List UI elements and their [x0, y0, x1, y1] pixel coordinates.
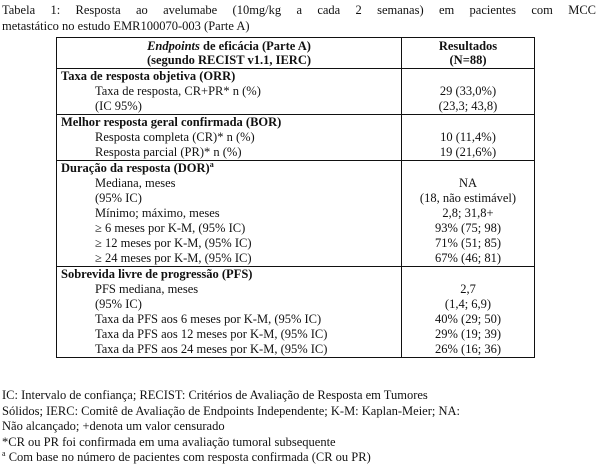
table-row: [57, 206, 535, 221]
row-label: ≥ 6 meses por K-M, (95% IC): [57, 221, 402, 236]
row-label: ≥ 24 meses por K-M, (95% IC): [57, 251, 402, 267]
caption-line-1: Tabela 1: Resposta ao avelumabe (10mg/kg a cada 2 semanas) em pacientes com MCC: [2, 3, 596, 17]
row-label: Mediana, meses: [57, 176, 402, 191]
table-row: [57, 221, 535, 236]
section-row-bor: [57, 115, 535, 131]
row-label: (95% IC): [57, 191, 402, 206]
header-endpoints-rest: de eficácia (Parte A): [199, 39, 311, 53]
row-value: 10 (11,4%): [402, 130, 535, 145]
footnote-line-3: Não alcançado; +denota um valor censurado: [2, 419, 225, 433]
row-value: 67% (46; 81): [402, 251, 535, 267]
table-row: [57, 176, 535, 191]
table-row: [57, 327, 535, 342]
row-value: 2,8; 31,8+: [402, 206, 535, 221]
row-label: Taxa da PFS aos 24 meses por K-M, (95% IC): [57, 342, 402, 358]
table-caption: [2, 2, 596, 34]
row-label: PFS mediana, meses: [57, 282, 402, 297]
section-value-empty: [402, 115, 535, 131]
footnote-marker-a: a: [2, 448, 6, 458]
header-endpoints: [57, 38, 402, 69]
row-value: NA: [402, 176, 535, 191]
header-results: [402, 38, 535, 69]
row-label: Resposta parcial (PR)* n (%): [57, 145, 402, 161]
section-value-empty: [402, 69, 535, 85]
header-endpoints-italic: Endpoints: [147, 39, 200, 53]
footnote-line-1: IC: Intervalo de confiança; RECIST: Critérios de Avaliação de Resposta em Tumores: [2, 388, 428, 402]
table-row: [57, 191, 535, 206]
row-value: 2,7: [402, 282, 535, 297]
row-value: 40% (29; 50): [402, 312, 535, 327]
row-label: (IC 95%): [57, 99, 402, 115]
row-value: 71% (51; 85): [402, 236, 535, 251]
row-value: (23,3; 43,8): [402, 99, 535, 115]
footnote-line-5: [2, 450, 582, 466]
row-value: 26% (16; 36): [402, 342, 535, 358]
section-row-pfs: [57, 267, 535, 283]
row-label: (95% IC): [57, 297, 402, 312]
row-label: Taxa de resposta, CR+PR* n (%): [57, 84, 402, 99]
header-results-line2: (N=88): [449, 53, 487, 67]
table-footnotes: [2, 388, 582, 466]
table-row: [57, 236, 535, 251]
section-title-pfs: Sobrevida livre de progressão (PFS): [57, 267, 402, 283]
section-title-dor: [57, 161, 402, 177]
table-row: [57, 312, 535, 327]
table-header-row: [57, 38, 535, 69]
section-value-empty: [402, 267, 535, 283]
row-label: Taxa da PFS aos 6 meses por K-M, (95% IC): [57, 312, 402, 327]
section-row-orr: [57, 69, 535, 85]
table-row: [57, 99, 535, 115]
table-row: [57, 297, 535, 312]
row-label: ≥ 12 meses por K-M, (95% IC): [57, 236, 402, 251]
footnote-marker-a: a: [209, 159, 214, 169]
row-value: 29% (19; 39): [402, 327, 535, 342]
section-value-empty: [402, 161, 535, 177]
table-row: [57, 251, 535, 267]
caption-line-2: metastático no estudo EMR100070-003 (Parte A): [2, 19, 250, 33]
row-label: Taxa da PFS aos 12 meses por K-M, (95% IC): [57, 327, 402, 342]
section-row-dor: [57, 161, 535, 177]
table-row: [57, 342, 535, 358]
footnote-line-5-text: Com base no número de pacientes com resposta confirmada (CR ou PR): [5, 450, 371, 464]
header-results-line1: Resultados: [438, 39, 498, 53]
table-row: [57, 130, 535, 145]
row-value: (1,4; 6,9): [402, 297, 535, 312]
table-row: [57, 145, 535, 161]
section-title-dor-text: Duração da resposta (DOR): [61, 161, 210, 175]
footnote-line-2: Sólidos; IERC: Comitê de Avaliação de Endpoints Independente; K-M: Kaplan-Meier; NA:: [2, 403, 461, 418]
efficacy-table: [56, 37, 535, 358]
table-row: [57, 282, 535, 297]
row-value: 19 (21,6%): [402, 145, 535, 161]
row-label: Resposta completa (CR)* n (%): [57, 130, 402, 145]
section-title-orr: Taxa de resposta objetiva (ORR): [57, 69, 402, 85]
row-label: Mínimo; máximo, meses: [57, 206, 402, 221]
header-endpoints-line2: (segundo RECIST v1.1, IERC): [146, 53, 312, 67]
section-title-bor: Melhor resposta geral confirmada (BOR): [57, 115, 402, 131]
table-row: [57, 84, 535, 99]
footnote-line-4: *CR ou PR foi confirmada em uma avaliação tumoral subsequente: [2, 434, 336, 449]
row-value: 93% (75; 98): [402, 221, 535, 236]
row-value: (18, não estimável): [402, 191, 535, 206]
row-value: 29 (33,0%): [402, 84, 535, 99]
